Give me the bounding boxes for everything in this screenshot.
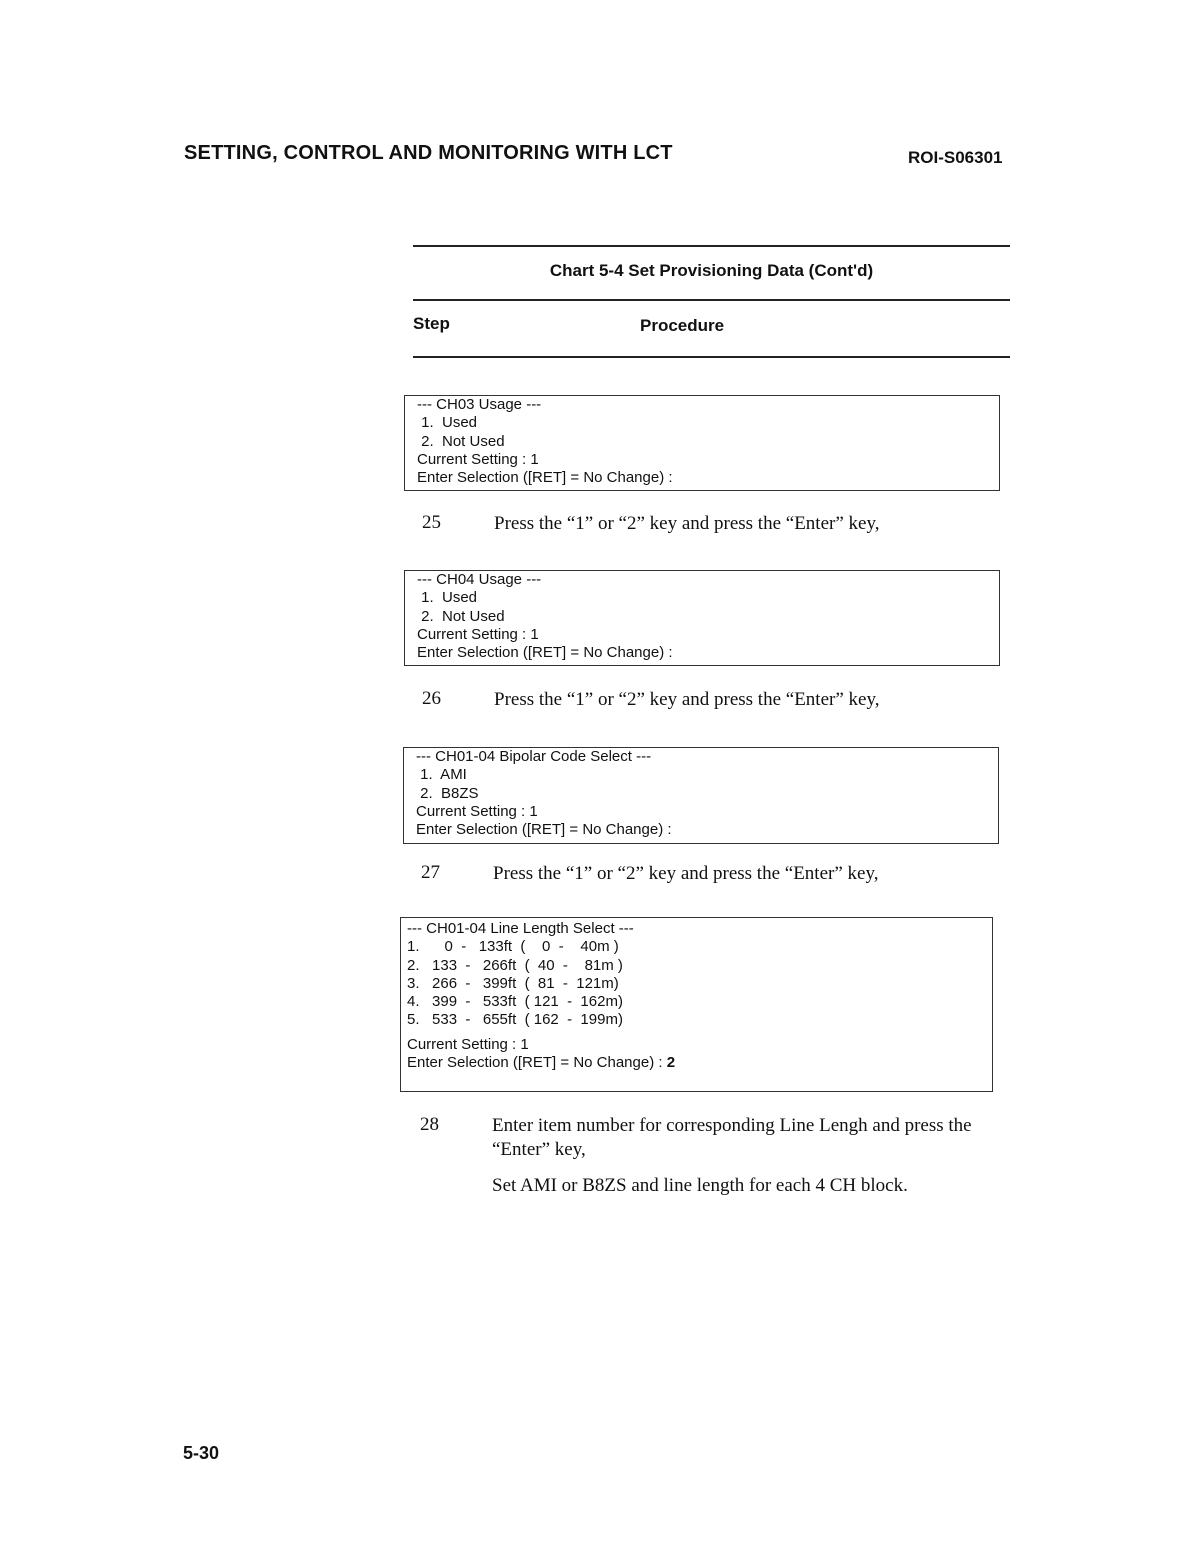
screen-line: --- CH03 Usage --- (417, 396, 542, 413)
step-text: Press the “1” or “2” key and press the “Enter” key, (494, 513, 880, 534)
entered-value: 2 (666, 1054, 676, 1072)
screen-line: Enter Selection ([RET] = No Change) : (416, 821, 672, 839)
step-text: Press the “1” or “2” key and press the “Enter” key, (494, 689, 880, 710)
screen-line: Enter Selection ([RET] = No Change) : (417, 644, 673, 662)
column-header-step: Step (413, 314, 450, 333)
terminal-screen-line-length-select (400, 917, 993, 1092)
terminal-screen-ch04-usage (404, 570, 1000, 666)
screen-line: --- CH01-04 Bipolar Code Select --- (416, 748, 652, 765)
screen-line: Current Setting : 1 (416, 802, 538, 820)
screen-line: Current Setting : 1 (417, 450, 539, 468)
table-top-rule (413, 245, 1010, 247)
page-number: 5-30 (183, 1443, 220, 1463)
step-number: 28 (420, 1114, 439, 1135)
screen-line: 2. Not Used (417, 607, 505, 625)
step-number: 27 (421, 862, 440, 883)
step-note: Set AMI or B8ZS and line length for each 4 CH block. (492, 1175, 908, 1196)
screen-line: Enter Selection ([RET] = No Change) : (417, 469, 673, 487)
screen-line: Current Setting : 1 (407, 1035, 529, 1053)
screen-line: --- CH04 Usage --- (417, 571, 542, 588)
step-text: Press the “1” or “2” key and press the “Enter” key, (493, 863, 879, 884)
screen-line: Current Setting : 1 (417, 625, 539, 643)
step-number: 26 (422, 688, 441, 709)
screen-line: 2. 133 - 266ft ( 40 - 81m ) (407, 956, 623, 974)
screen-line: 3. 266 - 399ft ( 81 - 121m) (407, 974, 619, 992)
screen-line: 1. Used (417, 414, 478, 432)
screen-line: 1. Used (417, 589, 478, 607)
screen-line: 2. B8ZS (416, 784, 479, 802)
chart-title: Chart 5-4 Set Provisioning Data (Cont'd) (549, 261, 874, 280)
table-header-bottom-rule (413, 356, 1010, 358)
screen-prompt-line (407, 1054, 992, 1072)
prompt-text: Enter Selection ([RET] = No Change) : (407, 1054, 667, 1072)
column-header-procedure: Procedure (640, 316, 725, 335)
document-code: ROI-S06301 (908, 148, 1003, 167)
screen-line: 2. Not Used (417, 432, 505, 450)
terminal-screen-bipolar-code-select (403, 747, 999, 844)
screen-line: 1. 0 - 133ft ( 0 - 40m ) (407, 938, 619, 956)
table-header-rule (413, 299, 1010, 301)
screen-line: 4. 399 - 533ft ( 121 - 162m) (407, 993, 623, 1011)
screen-line: 5. 533 - 655ft ( 162 - 199m) (407, 1011, 623, 1029)
step-text: Enter item number for corresponding Line Lengh and press the “Enter” key, (492, 1115, 972, 1160)
step-number: 25 (422, 512, 441, 533)
page-header-title: SETTING, CONTROL AND MONITORING WITH LCT (184, 142, 673, 164)
screen-line: --- CH01-04 Line Length Select --- (407, 920, 634, 937)
screen-line: 1. AMI (416, 766, 467, 784)
terminal-screen-ch03-usage (404, 395, 1000, 491)
